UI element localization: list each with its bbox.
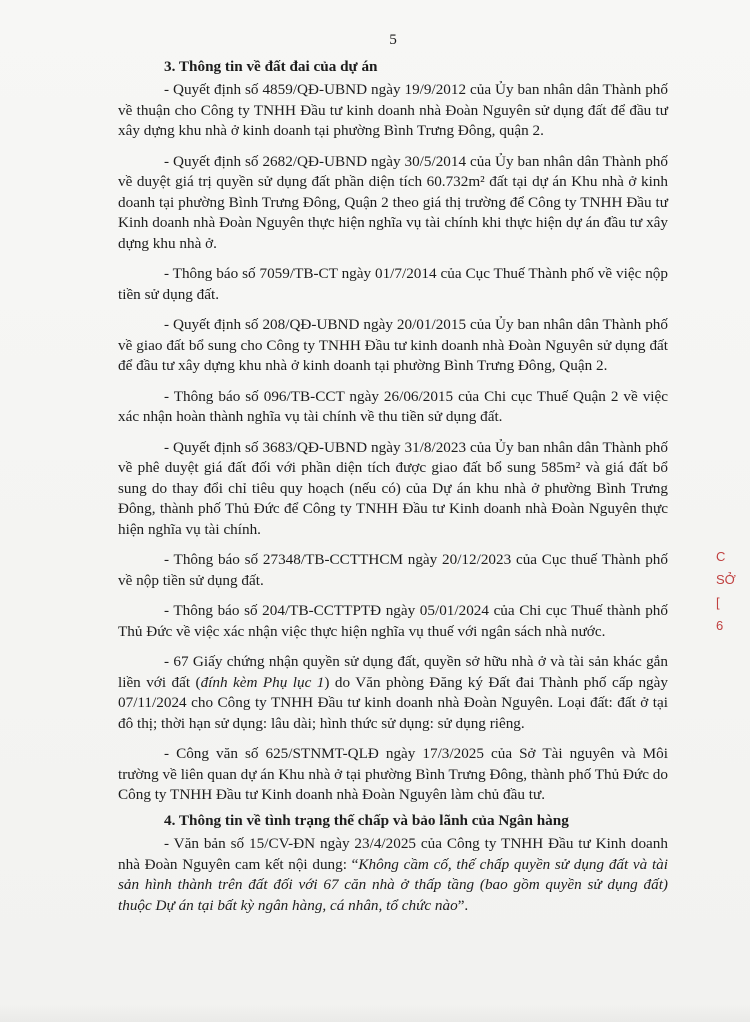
- page-number: 5: [389, 31, 397, 48]
- decision-4859: - Quyết định số 4859/QĐ-UBND ngày 19/9/2012 của Ủy ban nhân dân Thành phố về thuận cho Công ty TNHH Đầu tư kinh doanh nhà Đoàn Nguyên sử dụng đất để đầu tư xây dựng khu nhà ở kinh doanh tại phường Bình Trưng Đông, quận 2.: [118, 81, 668, 139]
- stamp-mark: 6: [716, 618, 724, 633]
- decision-2682: - Quyết định số 2682/QĐ-UBND ngày 30/5/2014 của Ủy ban nhân dân Thành phố về duyệt giá trị quyền sử dụng đất phần diện tích 60.732m² đất tại dự án Khu nhà ở kinh doanh tại phường Bình Trưng Đông, Quận 2 theo giá thị trường để Công ty TNHH Đầu tư Kinh doanh nhà Đoàn Nguyên thực hiện nghĩa vụ tài chính khi thực hiện dự án đầu tư xây dựng khu nhà ở.: [118, 152, 668, 252]
- certificates-text-after: ) do Văn phòng Đăng ký Đất đai Thành phố cấp ngày 07/11/2024 cho Công ty TNHH Đầu tư kinh doanh nhà Đoàn Nguyên. Loại đất: đất ở tại đô thị; thời hạn sử dụng: lâu dài; hình thức sử dụng: sử dụng riêng.: [118, 673, 668, 732]
- notice-096: - Thông báo số 096/TB-CCT ngày 26/06/2015 của Chi cục Thuế Quận 2 về việc xác nhận hoàn thành nghĩa vụ tài chính về thu tiền sử dụng đất.: [118, 387, 668, 425]
- section-4-heading: 4. Thông tin về tình trạng thế chấp và bảo lãnh của Ngân hàng: [164, 811, 569, 829]
- certificates-appendix-ref: đính kèm Phụ lục 1: [200, 673, 325, 691]
- notice-7059: - Thông báo số 7059/TB-CT ngày 01/7/2014 của Cục Thuế Thành phố về việc nộp tiền sử dụng đất.: [118, 265, 668, 303]
- page-bottom-shadow: [0, 1004, 750, 1022]
- stamp-mark: C: [716, 549, 726, 564]
- commitment-text-before: - Văn bản số 15/CV-ĐN ngày 23/4/2025 của Công ty TNHH Đầu tư Kinh doanh nhà Đoàn Nguyên cam kết nội dung: “: [118, 835, 668, 873]
- decision-3683: - Quyết định số 3683/QĐ-UBND ngày 31/8/2023 của Ủy ban nhân dân Thành phố về phê duyệt giá đất đối với phần diện tích được giao đất bổ sung 585m² và giá đất bổ sung do thay đổi chỉ tiêu quy hoạch (nếu có) của Dự án khu nhà ở phường Bình Trưng Đông, thành phố Thủ Đức để Công ty TNHH Đầu tư Kinh doanh nhà Đoàn Nguyên thực hiện nghĩa vụ tài chính.: [118, 438, 668, 538]
- certificates-text-before: - 67 Giấy chứng nhận quyền sử dụng đất, quyền sở hữu nhà ở và tài sản khác gắn liền với đất (: [118, 653, 668, 691]
- certificates-paragraph: [118, 652, 668, 734]
- notice-27348: - Thông báo số 27348/TB-CCTTHCM ngày 20/12/2023 của Cục thuế Thành phố về nộp tiền sử dụng đất.: [118, 551, 668, 589]
- page-content: [118, 30, 668, 926]
- margin-stamp-fragment: [716, 545, 746, 637]
- stamp-mark: [: [716, 595, 720, 610]
- commitment-paragraph: [118, 834, 668, 916]
- official-letter-625: - Công văn số 625/STNMT-QLĐ ngày 17/3/2025 của Sở Tài nguyên và Môi trường về liên quan dự án Khu nhà ở tại phường Bình Trưng Đông, thành phố Thủ Đức do Công ty TNHH Đầu tư Kinh doanh nhà Đoàn Nguyên làm chủ đầu tư.: [118, 745, 668, 803]
- commitment-text-after: ”.: [457, 896, 469, 914]
- notice-204: - Thông báo số 204/TB-CCTTPTĐ ngày 05/01/2024 của Chi cục Thuế thành phố Thủ Đức về việc xác nhận việc thực hiện nghĩa vụ thuế với ngân sách nhà nước.: [118, 602, 668, 640]
- decision-208: - Quyết định số 208/QĐ-UBND ngày 20/01/2015 của Ủy ban nhân dân Thành phố về giao đất bổ sung cho Công ty TNHH Đầu tư kinh doanh nhà Đoàn Nguyên sử dụng đất để đầu tư xây dựng khu nhà ở kinh doanh tại phường Bình Trưng Đông, Quận 2.: [118, 316, 668, 374]
- commitment-quote: Không cầm cố, thế chấp quyền sử dụng đất và tài sản hình thành trên đất đối với 67 căn nhà ở thấp tầng (bao gồm quyền sử dụng đất) thuộc Dự án tại bất kỳ ngân hàng, cá nhân, tổ chức nào: [118, 855, 668, 914]
- section-3-heading: 3. Thông tin về đất đai của dự án: [164, 57, 378, 75]
- stamp-mark: SỞ: [716, 572, 736, 587]
